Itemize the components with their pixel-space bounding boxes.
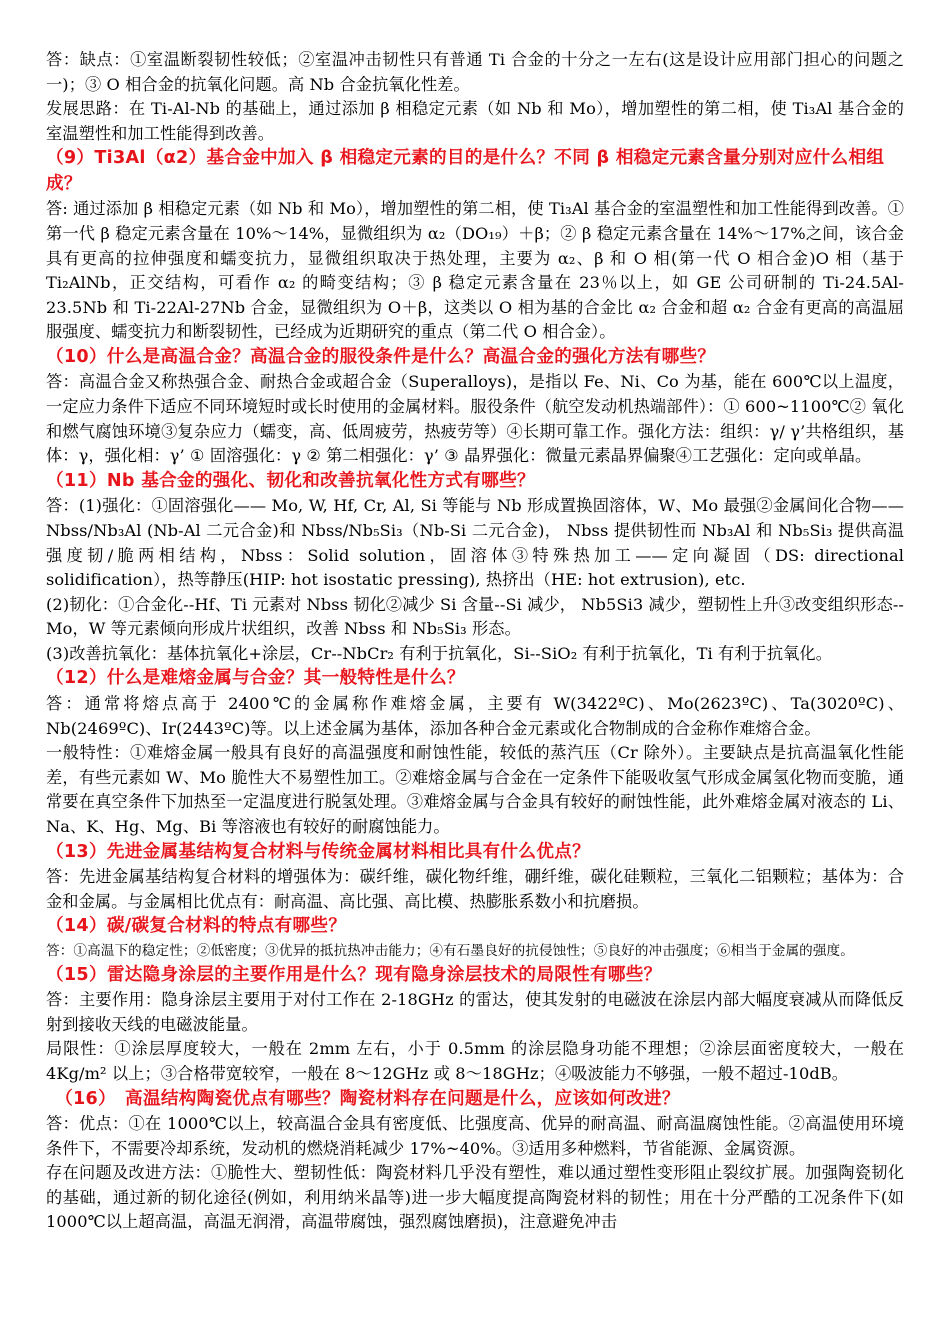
answer-16-advantages: 答：优点：①在 1000℃以上，较高温合金具有密度低、比强度高、优异的耐高温、耐高温腐蚀性能。②高温使用环境条件下，不需要冷却系统，发动机的燃烧消耗减少 17%~40%。③适用多种燃料，节省能源、金属资源。 bbox=[46, 1114, 904, 1158]
question-16-heading: （16） 高温结构陶瓷优点有哪些？陶瓷材料存在问题是什么，应该如何改进？ bbox=[46, 1088, 680, 1109]
development-paragraph: 发展思路：在 Ti-Al-Nb 的基础上，通过添加 β 相稳定元素（如 Nb 和 Mo），增加塑性的第二相，使 Ti₃Al 基合金的室温塑性和加工性能得到改善。 bbox=[46, 99, 904, 143]
question-12-heading: （12）什么是难熔金属与合金？其一般特性是什么？ bbox=[46, 668, 465, 689]
question-10-heading: （10）什么是高温合金？高温合金的服役条件是什么？高温合金的强化方法有哪些？ bbox=[46, 346, 716, 367]
answer-15-function: 答：主要作用：隐身涂层主要用于对付工作在 2-18GHz 的雷达，使其发射的电磁波在涂层内部大幅度衰减从而降低反射到接收天线的电磁波能量。 bbox=[46, 990, 904, 1034]
answer-16-problems: 存在问题及改进方法：①脆性大、塑韧性低：陶瓷材料几乎没有塑性，难以通过塑性变形阻止裂纹扩展。加强陶瓷韧化的基础，通过新的韧化途径(例如，利用纳米晶等)进一步大幅度提高陶瓷材料的韧性；用在十分严酷的工况条件下(如 1000℃以上超高温，高温无润滑，高温带腐蚀，强烈腐蚀磨损)，注意避免冲击 bbox=[46, 1163, 904, 1232]
question-15-heading: （15）雷达隐身涂层的主要作用是什么？现有隐身涂层技术的局限性有哪些？ bbox=[46, 964, 662, 985]
answer-10-paragraph: 答：高温合金又称热强合金、耐热合金或超合金（Superalloys)，是指以 Fe、Ni、Co 为基，能在 600℃以上温度，一定应力条件下适应不同环境短时或长时使用的金属材料。服役条件（航空发动机热端部件）：① 600~1100℃② 氧化和燃气腐蚀环境③复杂应力（蠕变，高、低周疲劳，热疲劳等）④长期可靠工作。强化方法：组织：γ/ γ’共格组织，基体：γ，强化相：γ’ ① 固溶强化：γ ② 第二相强化：γ’ ③ 晶界强化：微量元素晶界偏聚④工艺强化：定向或单晶。 bbox=[46, 372, 904, 466]
answer-9-paragraph: 答: 通过添加 β 相稳定元素（如 Nb 和 Mo），增加塑性的第二相，使 Ti₃Al 基合金的室温塑性和加工性能得到改善。①第一代 β 稳定元素含量在 10%～14%，显微组织为 α₂（DO₁₉）＋β；② β 稳定元素含量在 14%～17%之间，该合金具有更高的拉伸强度和蠕变抗力，显微组织取决于热处理，主要为 α₂、β 和 O 相(第一代 O 相合金)O 相（基于 Ti₂AlNb，正交结构，可看作 α₂ 的畸变结构；③ β 稳定元素含量在 23％以上，如 GE 公司研制的 Ti-24.5Al-23.5Nb 和 Ti-22Al-27Nb 合金，显微组织为 O＋β，这类以 O 相为基的合金比 α₂ 合金和超 α₂ 合金有更高的高温屈服强度、蠕变抗力和断裂韧性，已经成为近期研究的重点（第二代 O 相合金）。 bbox=[46, 199, 904, 342]
question-14-heading: （14）碳/碳复合材料的特点有哪些？ bbox=[46, 916, 347, 937]
answer-13-paragraph: 答：先进金属基结构复合材料的增强体为：碳纤维，碳化物纤维，硼纤维，碳化硅颗粒，三氧化二铝颗粒；基体为：合金和金属。与金属相比优点有：耐高温、高比强、高比模、热膨胀系数小和抗磨损。 bbox=[46, 867, 904, 911]
question-9-heading: （9）Ti3Al（α2）基合金中加入 β 相稳定元素的目的是什么？不同 β 相稳定元素含量分别对应什么相组成？ bbox=[46, 148, 885, 194]
answer-15-limitations: 局限性：①涂层厚度较大，一般在 2mm 左右，小于 0.5mm 的涂层隐身功能不理想；②涂层面密度较大，一般在 4Kg/m² 以上；③合格带宽较窄，一般在 8～12GHz 或 8～18GHz；④吸波能力不够强，一般不超过-10dB。 bbox=[46, 1039, 904, 1083]
answer-12-properties: 一般特性：①难熔金属一般具有良好的高温强度和耐蚀性能，较低的蒸汽压（Cr 除外）。主要缺点是抗高温氧化性能差，有些元素如 W、Mo 脆性大不易塑性加工。②难熔金属与合金在一定条件下能吸收氢气形成金属氢化物而变脆，通常要在真空条件下加热至一定温度进行脱氢处理。③难熔金属与合金具有较好的耐蚀性能，此外难熔金属对液态的 Li、Na、K、Hg、Mg、Bi 等溶液也有较好的耐腐蚀能力。 bbox=[46, 743, 904, 836]
answer-11-strengthening: 答：(1)强化：①固溶强化—— Mo, W, Hf, Cr, Al, Si 等能与 Nb 形成置换固溶体，W、Mo 最强②金属间化合物—— Nbss/Nb₃Al (Nb-Al 二元合金)和 Nbss/Nb₅Si₃（Nb-Si 二元合金)， Nbss 提供韧性而 Nb₃Al 和 Nb₅Si₃ 提供高温强度韧/脆两相结构，Nbss：Solid solution，固溶体③特殊热加工——定向凝固（DS: directional solidification），热等静压(HIP: hot isostatic pressing), 热挤出（HE: hot extrusion), etc. bbox=[46, 496, 904, 590]
question-13-heading: （13）先进金属基结构复合材料与传统金属材料相比具有什么优点？ bbox=[46, 841, 591, 862]
answer-paragraph: 答：缺点：①室温断裂韧性较低；②室温冲击韧性只有普通 Ti 合金的十分之一左右(这是设计应用部门担心的问题之一)；③ O 相合金的抗氧化问题。高 Nb 合金抗氧化性差。 bbox=[46, 50, 904, 94]
question-11-heading: （11）Nb 基合金的强化、韧化和改善抗氧化性方式有哪些？ bbox=[46, 470, 535, 491]
answer-11-oxidation: (3)改善抗氧化：基体抗氧化+涂层，Cr--NbCr₂ 有利于抗氧化，Si--SiO₂ 有利于抗氧化，Ti 有利于抗氧化。 bbox=[46, 643, 832, 663]
answer-14-paragraph: 答：①高温下的稳定性；②低密度；③优异的抵抗热冲击能力；④有石墨良好的抗侵蚀性；⑤良好的冲击强度；⑥相当于金属的强度。 bbox=[46, 942, 854, 959]
answer-11-toughening: (2)韧化：①合金化--Hf、Ti 元素对 Nbss 韧化②减少 Si 含量--Si 减少， Nb5Si3 减少，塑韧性上升③改变组织形态--Mo，W 等元素倾向形成片状组织，改善 Nbss 和 Nb₅Si₃ 形态。 bbox=[46, 594, 904, 639]
answer-12-definition: 答：通常将熔点高于 2400℃的金属称作难熔金属，主要有 W(3422ºC)、Mo(2623ºC)、Ta(3020ºC)、Nb(2469ºC)、Ir(2443ºC)等。以上述金属为基体，添加各种合金元素或化合物制成的合金称作难熔合金。 bbox=[46, 693, 904, 738]
